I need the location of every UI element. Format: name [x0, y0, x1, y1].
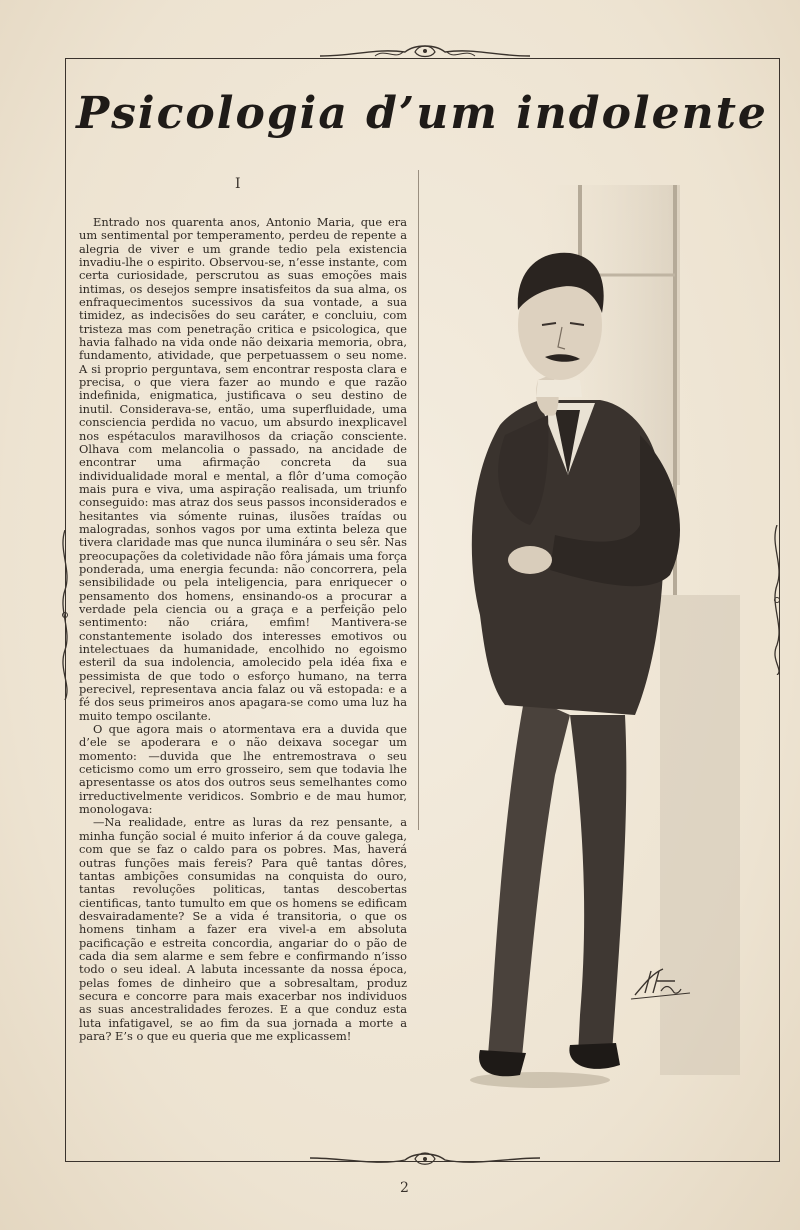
paragraph: O que agora mais o atormentava era a duvida que d’ele se apoderara e o não deixava socegar um momento: —duvida que lhe entremostrava o seu ceticismo como um erro grosseiro, sem que todavia lhe apresentasse os atos dos outros seus semelhantes como irreductivelmente veridicos. Sombrio e de mau humor, monologava: [79, 722, 407, 817]
paragraph: —Na realidade, entre as luras da rez pensante, a minha função social é muito inferior á da couve galega, com que se faz o caldo para os pobres. Mas, haverá outras funções mais fereis? Para quê tantas dôres, tantas ambições consumidas na conquista do ouro, tantas revoluções politicas, tantas descobertas cientificas, tanto tumulto em que os homens se edificam desvairadamente? Se a vida é transitoria, o que os homens tinham a fazer era vivel-a em absoluta pacificação e estreita concordia, angariar do o pão de cada dia sem alarme e sem febre e confirmando n’isso todo o seu ideal. A labuta incessante da nossa época, pelas fomes de dinheiro que a sobresaltam, produz secura e concorre para mais exacerbar nos individuos as suas ancestralidades ferozes. E a que conduz esta luta infatigavel, se ao fim da sua jornada a morte a para? E’s o que eu queria que me explicassem! [79, 815, 407, 1043]
article-body [79, 216, 407, 1043]
paragraph: Entrado nos quarenta anos, Antonio Maria, que era um sentimental por temperamento, perdeu de repente a alegria de viver e um grande tedio pela existencia invadiu-lhe o espirito. Observou-se, n’esse instante, com certa curiosidade, perscrutou as suas emoções mais intimas, os desejos sempre insatisfeitos da sua alma, os enfraquecimentos sucessivos da sua vontade, a sua timidez, as indecisões do seu caráter, e concluiu, com tristeza mas com penetração critica e psicologica, que havia falhado na vida onde não deixaria memoria, obra, fundamento, atividade, que perpetuassem o seu nome. A si proprio perguntava, sem encontrar resposta clara e precisa, o que viera fazer ao mundo e que razão indefinida, enigmatica, justificava o seu destino de inutil. Considerava-se, então, uma superfluidade, uma consciencia perdida no vacuo, um absurdo inexplicavel nos espétaculos maravilhosos da criação consciente. Olhava com melancolia o passado, na ancidade de encontrar uma afirmação concreta da sua individualidade moral e mental, a flôr d’uma comoção mais pura e viva, uma aspiração realisada, um triunfo conseguido: mas atraz dos seus passos inconsiderados e hesitantes via sómente ruinas, ilusões traídas ou malogradas, sonhos vagos por uma extinta beleza que tivera claridade mas que nunca iluminára o seu sêr. Nas preocupações da coletividade não fôra jámais uma força ponderada, uma energia fecunda: não concorrera, pela sensibilidade ou pela inteligencia, para enriquecer o pensamento dos homens, ensinando-os a procurar a verdade pela ciencia ou a graça e a perfeição pelo sentimento: não criára, emfim! Mantivera-se constantemente isolado dos interesses emotivos ou intelectuaes da humanidade, encolhido no egoismo esteril da sua indolencia, amolecido pela idéa fixa e pessimista de que todo o esforço humano, na terra perecivel, representava ancia falaz ou vã estopada: e a fé dos seus primeiros anos apagara-se como uma luz ha muito tempo oscilante. [79, 215, 407, 723]
page-number: 2 [400, 1180, 409, 1196]
article-title: Psicologia d’um indolente [76, 88, 768, 139]
column-divider [418, 170, 419, 830]
section-numeral: I [235, 176, 241, 192]
standing-man-illustration [430, 175, 775, 1105]
